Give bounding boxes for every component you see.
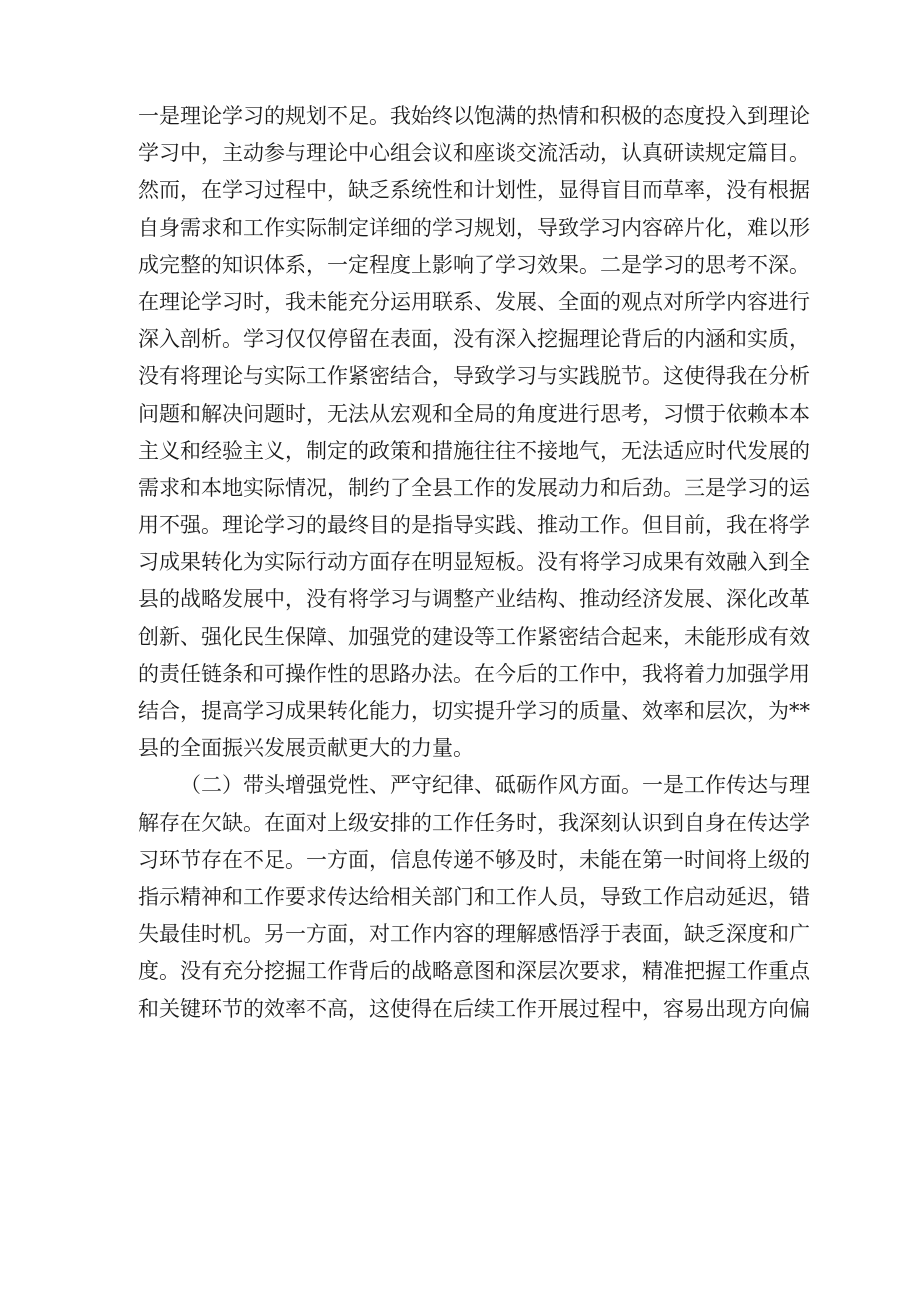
text-line: 度。没有充分挖掘工作背后的战略意图和深层次要求，精准把握工作重点: [138, 959, 810, 984]
text-line: 一是理论学习的规划不足。我始终以饱满的热情和积极的态度投入到理论: [138, 104, 810, 128]
section-heading-line: （二）带头增强党性、严守纪律、砥砺作风方面。一是工作传达与理: [180, 773, 810, 798]
text-line: 的责任链条和可操作性的思路办法。在今后的工作中，我将着力加强学用: [138, 661, 810, 686]
text-line: 问题和解决问题时，无法从宏观和全局的角度进行思考，习惯于依赖本本: [138, 401, 810, 426]
text-line: 需求和本地实际情况，制约了全县工作的发展动力和后劲。三是学习的运: [138, 475, 810, 500]
text-line: 指示精神和工作要求传达给相关部门和工作人员，导致工作启动延迟，错: [138, 884, 810, 909]
paragraph-party-discipline: [138, 767, 810, 1027]
text-line: 县的全面振兴发展贡献更大的力量。: [138, 736, 474, 761]
text-line: 县的战略发展中，没有将学习与调整产业结构、推动经济发展、深化改革: [138, 587, 810, 612]
text-line: 成完整的知识体系，一定程度上影响了学习效果。二是学习的思考不深。: [138, 252, 810, 277]
text-line: 在理论学习时，我未能充分运用联系、发展、全面的观点对所学内容进行: [138, 289, 810, 314]
paragraph-theory-study: [138, 98, 810, 767]
text-line: 习成果转化为实际行动方面存在明显短板。没有将学习成果有效融入到全: [138, 550, 810, 575]
text-line: 创新、强化民生保障、加强党的建设等工作紧密结合起来，未能形成有效: [138, 624, 810, 649]
text-line: 然而，在学习过程中，缺乏系统性和计划性，显得盲目而草率，没有根据: [138, 178, 810, 203]
text-line: 失最佳时机。另一方面，对工作内容的理解感悟浮于表面，缺乏深度和广: [138, 922, 810, 947]
text-line: 没有将理论与实际工作紧密结合，导致学习与实践脱节。这使得我在分析: [138, 364, 810, 389]
text-line: 用不强。理论学习的最终目的是指导实践、推动工作。但目前，我在将学: [138, 513, 810, 538]
text-line: 结合，提高学习成果转化能力，切实提升学习的质量、效率和层次，为**: [138, 699, 810, 723]
text-line: 习环节存在不足。一方面，信息传递不够及时，未能在第一时间将上级的: [138, 847, 810, 872]
text-line: 自身需求和工作实际制定详细的学习规划，导致学习内容碎片化，难以形: [138, 215, 810, 240]
text-line: 和关键环节的效率不高，这使得在后续工作开展过程中，容易出现方向偏: [138, 996, 810, 1021]
text-line: 深入剖析。学习仅仅停留在表面，没有深入挖掘理论背后的内涵和实质，: [138, 327, 810, 352]
text-line: 主义和经验主义，制定的政策和措施往往不接地气，无法适应时代发展的: [138, 438, 810, 463]
text-line: 解存在欠缺。在面对上级安排的工作任务时，我深刻认识到自身在传达学: [138, 810, 810, 835]
text-line: 学习中，主动参与理论中心组会议和座谈交流活动，认真研读规定篇目。: [138, 141, 810, 166]
document-body: [138, 98, 810, 1028]
